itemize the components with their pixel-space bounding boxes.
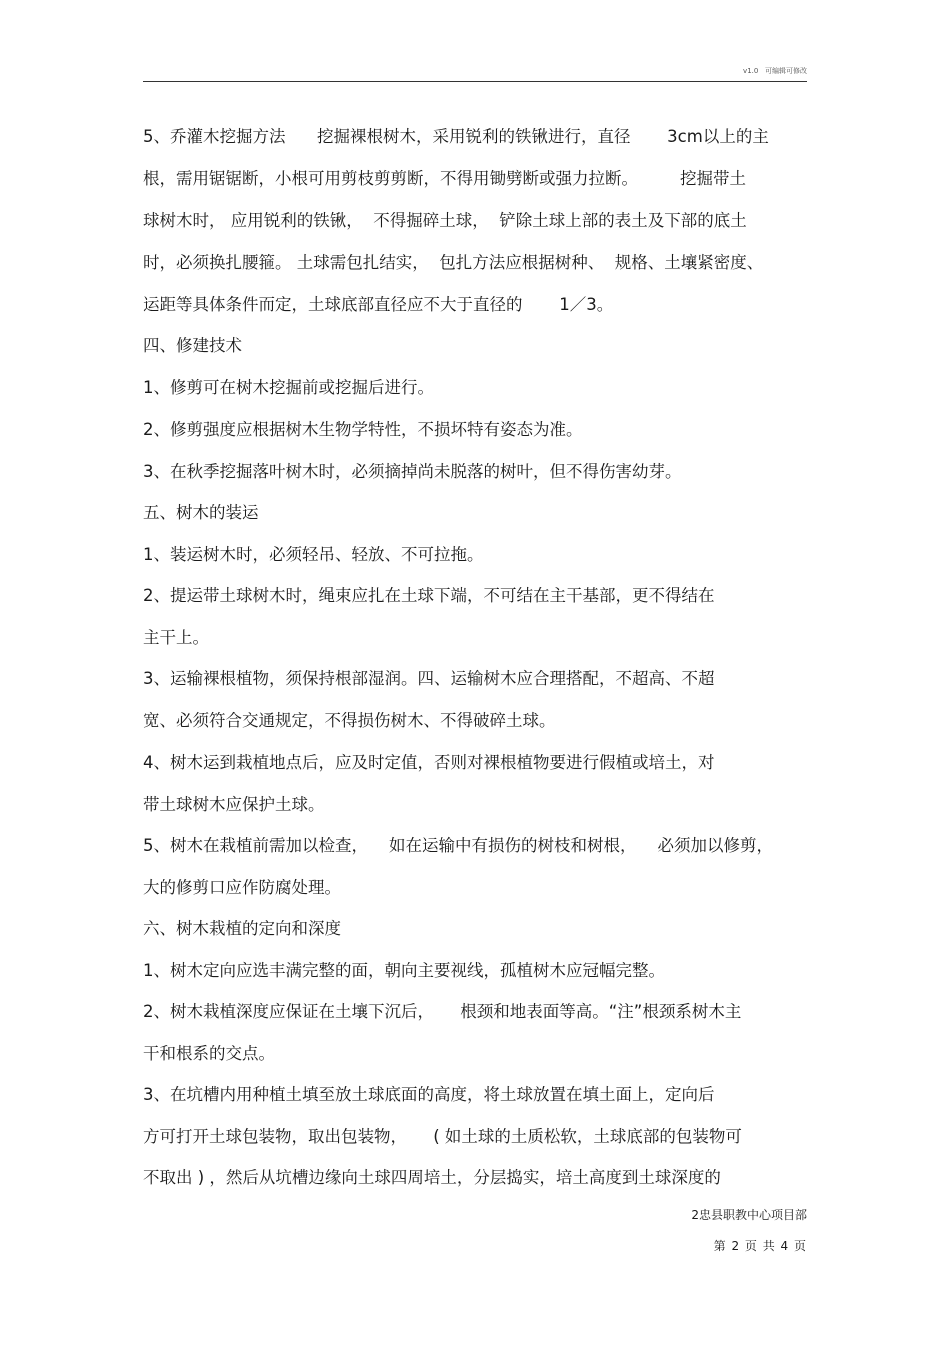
body-line: 大的修剪口应作防腐处理。 [143,878,341,897]
footer-department: 2忠县职教中心项目部 [691,1208,807,1222]
body-line: 2、修剪强度应根据树木生物学特性，不损坏特有姿态为准。 [143,420,583,439]
body-line: 1、装运树木时，必须轻吊、轻放、不可拉拖。 [143,545,484,564]
body-line: 1、树木定向应选丰满完整的面，朝向主要视线，孤植树木应冠幅完整。 [143,961,665,980]
body-line: 3、在秋季挖掘落叶树木时，必须摘掉尚未脱落的树叶，但不得伤害幼芽。 [143,462,682,481]
body-line: 主干上。 [143,628,209,647]
body-line: 球树木时， 应用锐利的铁锹， 不得掘碎土球， 铲除土球上部的表土及下部的底土 [143,211,747,230]
header-version-note: v1.0 可编辑可修改 [743,67,807,75]
body-line: 1、修剪可在树木挖掘前或挖掘后进行。 [143,378,434,397]
section-heading: 五、树木的装运 [143,503,259,522]
body-line: 时，必须换扎腰箍。 土球需包扎结实， 包扎方法应根据树种、 规格、土壤紧密度、 [143,253,764,272]
body-line: 5、乔灌木挖掘方法 挖掘裸根树木，采用锐利的铁锹进行，直径 3cm以上的主 [143,127,769,146]
body-line: 3、运输裸根植物，须保持根部湿润。四、运输树木应合理搭配，不超高、不超 [143,669,715,688]
section-heading: 六、树木栽植的定向和深度 [143,919,341,938]
body-line: 方可打开土球包装物，取出包装物， ( 如土球的土质松软，土球底部的包装物可 [143,1127,742,1146]
body-line: 3、在坑槽内用种植土填至放土球底面的高度，将土球放置在填土面上，定向后 [143,1085,715,1104]
body-line: 宽、必须符合交通规定，不得损伤树木、不得破碎土球。 [143,711,556,730]
body-line: 5、树木在栽植前需加以检查， 如在运输中有损伤的树枝和树根， 必须加以修剪， [143,836,773,855]
body-line: 干和根系的交点。 [143,1044,275,1063]
body-line: 不取出 ) ，然后从坑槽边缘向土球四周培土，分层捣实，培土高度到土球深度的 [143,1168,721,1187]
header-divider [143,81,807,82]
body-line: 4、树木运到栽植地点后，应及时定值，否则对裸根植物要进行假植或培土，对 [143,753,715,772]
body-line: 根，需用锯锯断，小根可用剪枝剪剪断，不得用锄劈断或强力拉断。 挖掘带土 [143,169,746,188]
footer-page-indicator: 第 2 页 共 4 页 [713,1239,807,1253]
section-heading: 四、修建技术 [143,336,242,355]
body-line: 2、提运带土球树木时，绳束应扎在土球下端，不可结在主干基部，更不得结在 [143,586,715,605]
body-line: 带土球树木应保护土球。 [143,795,325,814]
body-line: 2、树木栽植深度应保证在土壤下沉后， 根颈和地表面等高。“注”根颈系树木主 [143,1002,742,1021]
body-line: 运距等具体条件而定，土球底部直径应不大于直径的 1／3。 [143,295,614,314]
